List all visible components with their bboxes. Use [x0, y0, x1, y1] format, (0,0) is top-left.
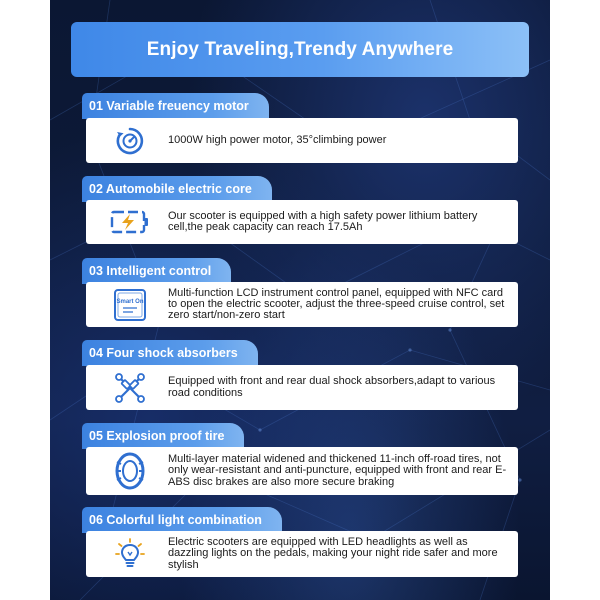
feature-section-motor — [82, 93, 518, 163]
feature-description: Our scooter is equipped with a high safety power lithium battery cell,the peak capacity can reach 17.5Ah — [168, 209, 478, 233]
shock-absorber-icon — [104, 371, 156, 405]
battery-charging-icon — [104, 209, 156, 235]
feature-poster — [50, 0, 550, 600]
feature-heading: 02 Automobile electric core — [82, 176, 272, 202]
feature-card — [86, 200, 518, 244]
feature-heading: 01 Variable freuency motor — [82, 93, 269, 119]
feature-section-control — [82, 258, 518, 327]
feature-heading: 06 Colorful light combination — [82, 507, 282, 533]
feature-section-shock — [82, 340, 518, 410]
smart-on-label: Smart On — [116, 298, 144, 305]
feature-card — [86, 282, 518, 327]
feature-card — [86, 365, 518, 410]
light-bulb-icon — [104, 537, 156, 571]
feature-section-battery — [82, 176, 518, 244]
feature-description: Electric scooters are equipped with LED headlights as well as dazzling lights on the pedals, making your night ride safer and more stylish — [168, 536, 498, 571]
smart-on-panel-icon — [104, 288, 156, 322]
feature-description: Equipped with front and rear dual shock absorbers,adapt to various road conditions — [168, 375, 496, 399]
feature-card — [86, 447, 518, 495]
tire-icon — [104, 452, 156, 490]
feature-section-tire — [82, 423, 518, 495]
feature-description: Multi-layer material widened and thickened 11-inch off-road tires, not only wear-resistant and anti-puncture, equipped with front and rear E-ABS disc brakes are also more secure braking — [168, 453, 507, 488]
feature-card — [86, 531, 518, 577]
feature-heading: 04 Four shock absorbers — [82, 340, 258, 366]
feature-heading: 05 Explosion proof tire — [82, 423, 244, 449]
page-title: Enjoy Traveling,Trendy Anywhere — [71, 22, 529, 77]
feature-description: Multi-function LCD instrument control panel, equipped with NFC card to open the electric scooter, adjust the three-speed cruise control, set zero start/non-zero start — [168, 286, 505, 322]
feature-description: 1000W high power motor, 35°climbing power — [168, 133, 387, 146]
feature-heading: 03 Intelligent control — [82, 258, 231, 284]
feature-card — [86, 118, 518, 163]
motor-speed-icon — [104, 126, 156, 156]
feature-section-light — [82, 507, 518, 577]
